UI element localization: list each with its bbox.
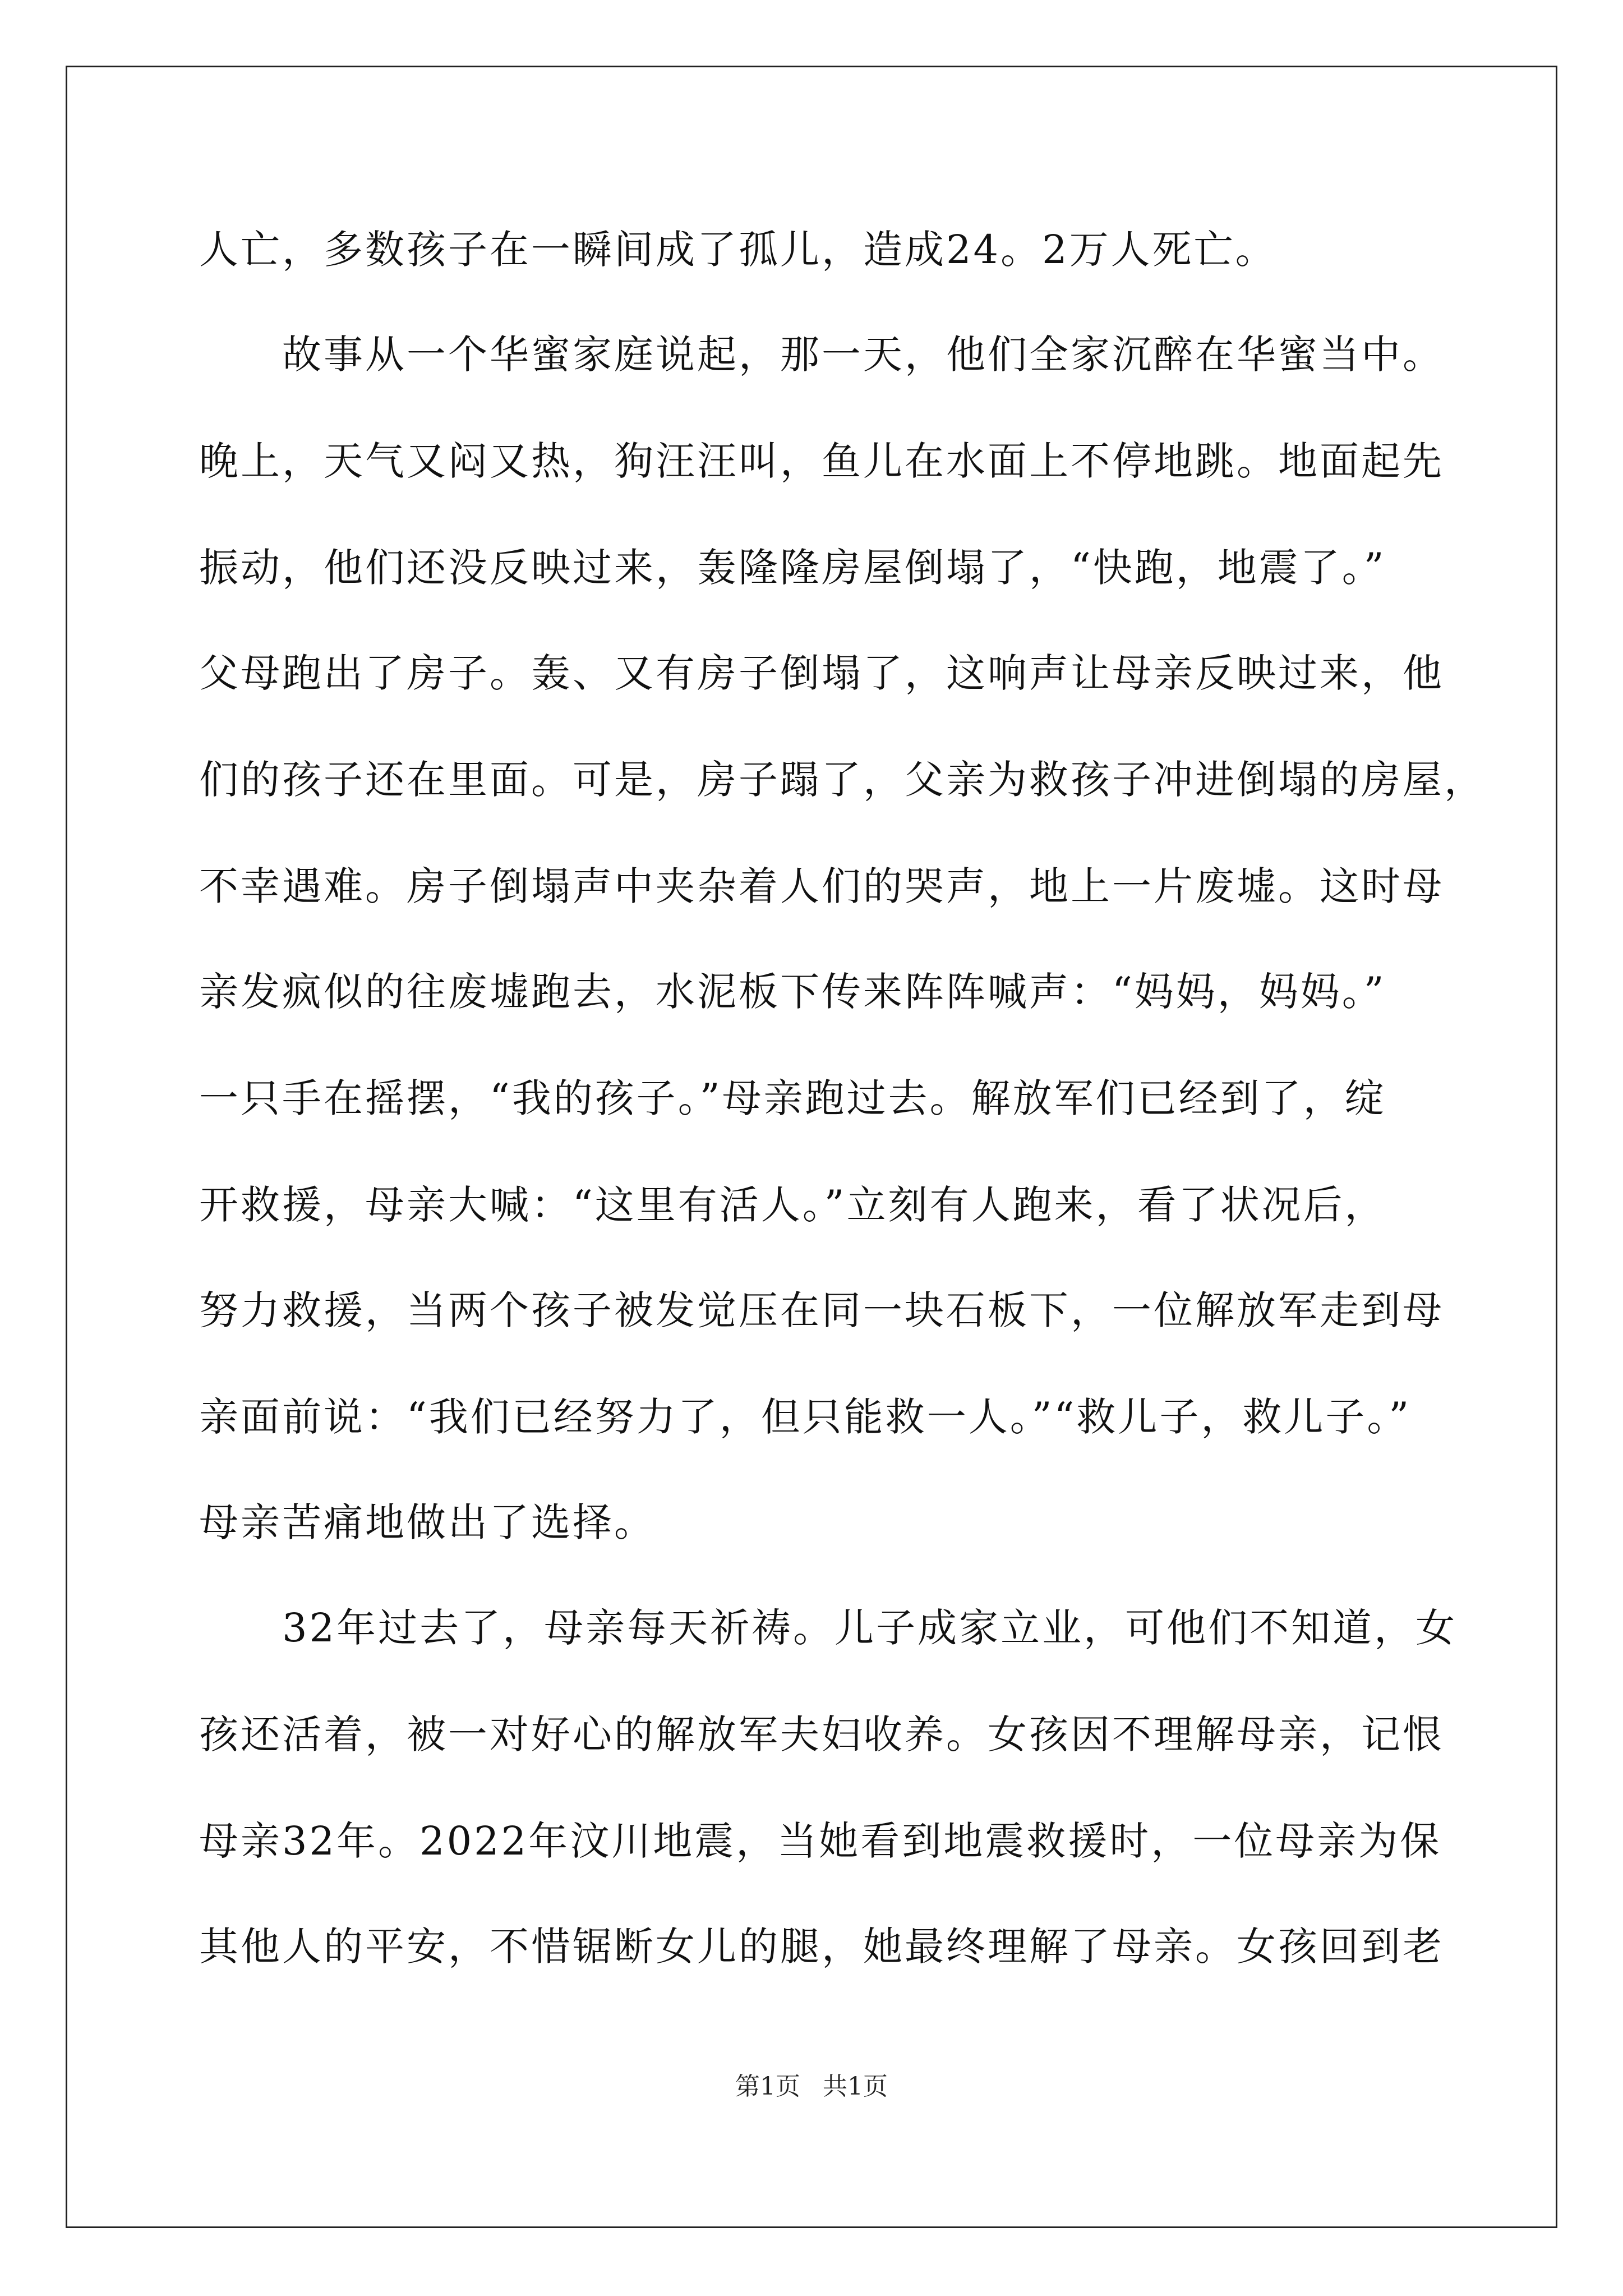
page-border [66,66,1557,2228]
text-line-1: 人亡，多数孩子在一瞬间成了孤儿，造成24。2万人死亡。 [199,227,1277,273]
text-line-9: 一只手在摇摆，“我的孩子。”母亲跑过去。解放军们已经到了，绽 [199,1075,1386,1121]
text-line-6: 们的孩子还在里面。可是，房子蹋了，父亲为救孩子冲进倒塌的房屋， [199,757,1486,803]
text-line-8: 亲发疯似的往废墟跑去，水泥板下传来阵阵喊声：“妈妈，妈妈。” [199,969,1386,1015]
text-line-15: 孩还活着，被一对好心的解放军夫妇收养。女孩因不理解母亲，记恨 [199,1711,1444,1757]
text-line-2: 故事从一个华蜜家庭说起，那一天，他们全家沉醉在华蜜当中。 [199,332,1444,378]
text-line-12: 亲面前说：“我们已经努力了，但只能救一人。”“救儿子，救儿子。” [199,1394,1412,1440]
text-line-16: 母亲32年。2022年汶川地震，当她看到地震救援时，一位母亲为保 [199,1818,1442,1864]
text-line-11: 努力救援，当两个孩子被发觉压在同一块石板下，一位解放军走到母 [199,1287,1444,1333]
text-line-7: 不幸遇难。房子倒塌声中夹杂着人们的哭声，地上一片废墟。这时母 [199,863,1444,909]
text-line-13: 母亲苦痛地做出了选择。 [199,1499,656,1545]
text-line-14: 32年过去了，母亲每天祈祷。儿子成家立业，可他们不知道，女 [199,1605,1458,1651]
text-line-3: 晚上，天气又闷又热，狗汪汪叫，鱼儿在水面上不停地跳。地面起先 [199,438,1444,484]
text-line-4: 振动，他们还没反映过来，轰隆隆房屋倒塌了，“快跑，地震了。” [199,545,1386,591]
text-line-5: 父母跑出了房子。轰、又有房子倒塌了，这响声让母亲反映过来，他 [199,650,1444,696]
page-number-total: 共1页 [823,2072,888,2101]
page-number-current: 第1页 [735,2072,800,2101]
page-footer [0,2070,1623,2104]
text-line-17: 其他人的平安，不惜锯断女儿的腿，她最终理解了母亲。女孩回到老 [199,1924,1444,1970]
text-line-10: 开救援，母亲大喊：“这里有活人。”立刻有人跑来，看了状况后， [199,1182,1386,1228]
